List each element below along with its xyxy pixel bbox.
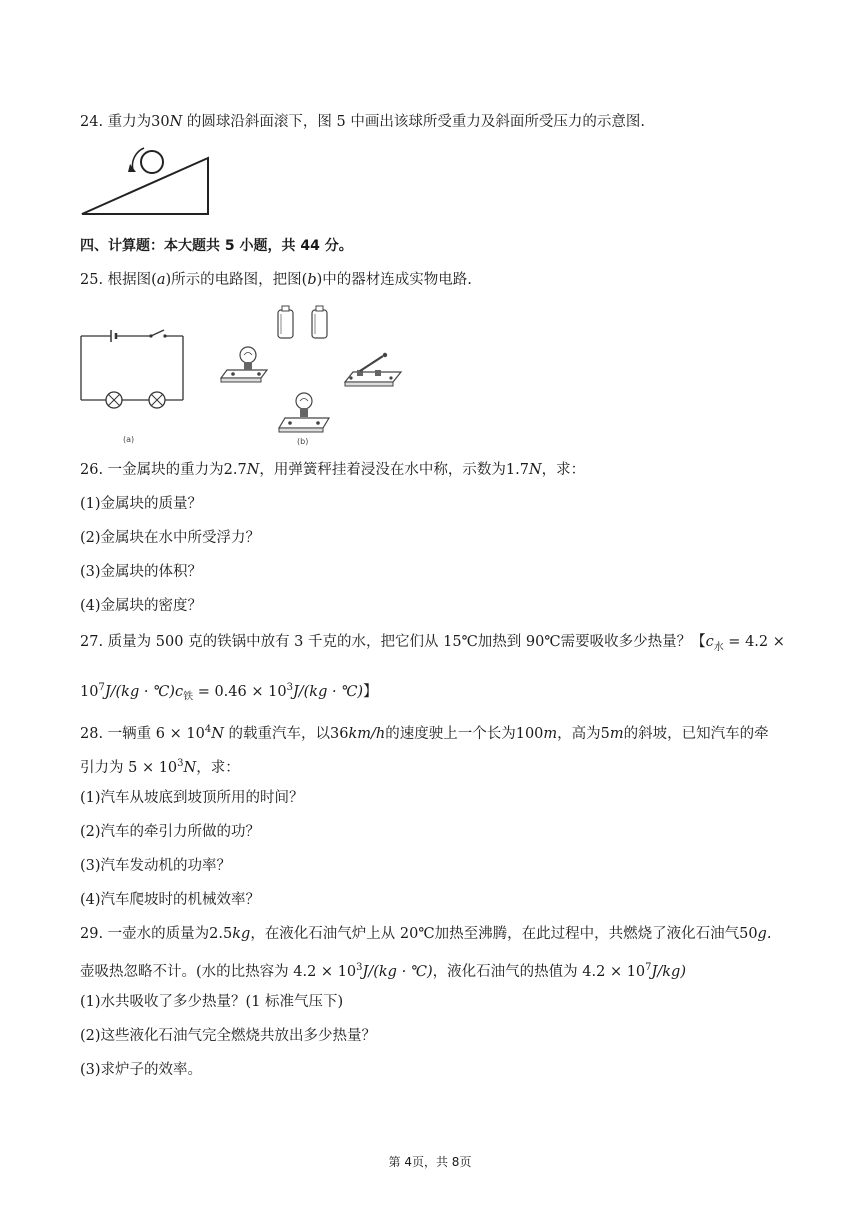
q28-item: (1)汽车从坡底到坡顶所用的时间？	[80, 790, 304, 806]
components-diagram-b	[215, 300, 405, 448]
q26-item: (1)金属块的质量？	[80, 496, 203, 512]
circuit-diagram-a	[78, 326, 188, 446]
battery-icon	[278, 306, 293, 338]
page-footer: 第 4页，共 8页	[388, 1155, 472, 1169]
q28-item: (4)汽车爬坡时的机械效率？	[80, 892, 261, 908]
q28-item: (3)汽车发动机的功率？	[80, 858, 232, 874]
q27-line2: $10^7J/(kg$ · $℃)c_铁 = 0.46 \times 10^3J/(kg$ · ℃)】	[80, 682, 378, 703]
q26-item: (3)金属块的体积？	[80, 564, 203, 580]
q28-line2: 引力为 $5 \times 10^3N$，求：	[80, 758, 240, 776]
q28-item: (2)汽车的牵引力所做的功？	[80, 824, 261, 840]
q26-item: (4)金属块的密度？	[80, 598, 203, 614]
q29-item: (1)水共吸收了多少热量？(1 标准气压下)	[80, 994, 344, 1010]
q27-line1: 27. 质量为 500 克的铁锅中放有 3 千克的水，把它们从 15℃加热到 90℃需要吸收多少热量？【$c_水 = 4.2$ ×	[80, 634, 785, 653]
q24-text: 24. 重力为30N 的圆球沿斜面滚下，图 5 中画出该球所受重力及斜面所受压力的示意图.	[80, 114, 645, 130]
fig-a-label: (a)	[123, 435, 135, 444]
knife-switch-icon	[345, 353, 401, 386]
fig-b-label: (b)	[297, 437, 309, 446]
q29-item: (3)求炉子的效率。	[80, 1062, 203, 1078]
incline-figure	[78, 142, 212, 218]
section-title: 四、计算题：本大题共 5 小题，共 44 分。	[80, 238, 353, 254]
q29-item: (2)这些液化石油气完全燃烧共放出多少热量？	[80, 1028, 377, 1044]
q26-text: 26. 一金属块的重力为2.7N，用弹簧秤挂着浸没在水中称，示数为1.7N，求：	[80, 462, 586, 478]
battery-icon	[312, 306, 327, 338]
q29-line2: 壶吸热忽略不计。(水的比热容为 $4.2 \times 10^3J/(kg$ · ℃)，液化石油气的热值为 $4.2 \times 10^7J/kg$)	[80, 962, 686, 980]
q28-line1: 28. 一辆重 $6 \times 10^4N$ 的载重汽车，以36km/h的速度驶上一个长为100m，高为5m的斜坡，已知汽车的牵	[80, 724, 769, 742]
bulb-on-base-icon	[279, 393, 329, 432]
bulb-on-base-icon	[221, 347, 267, 382]
q25-text: 25. 根据图(a)所示的电路图，把图(b)中的器材连成实物电路.	[80, 272, 472, 288]
q26-item: (2)金属块在水中所受浮力？	[80, 530, 261, 546]
q29-line1: 29. 一壶水的质量为2.5kg，在液化石油气炉上从 20℃加热至沸腾，在此过程中，共燃烧了液化石油气50g.	[80, 926, 772, 942]
